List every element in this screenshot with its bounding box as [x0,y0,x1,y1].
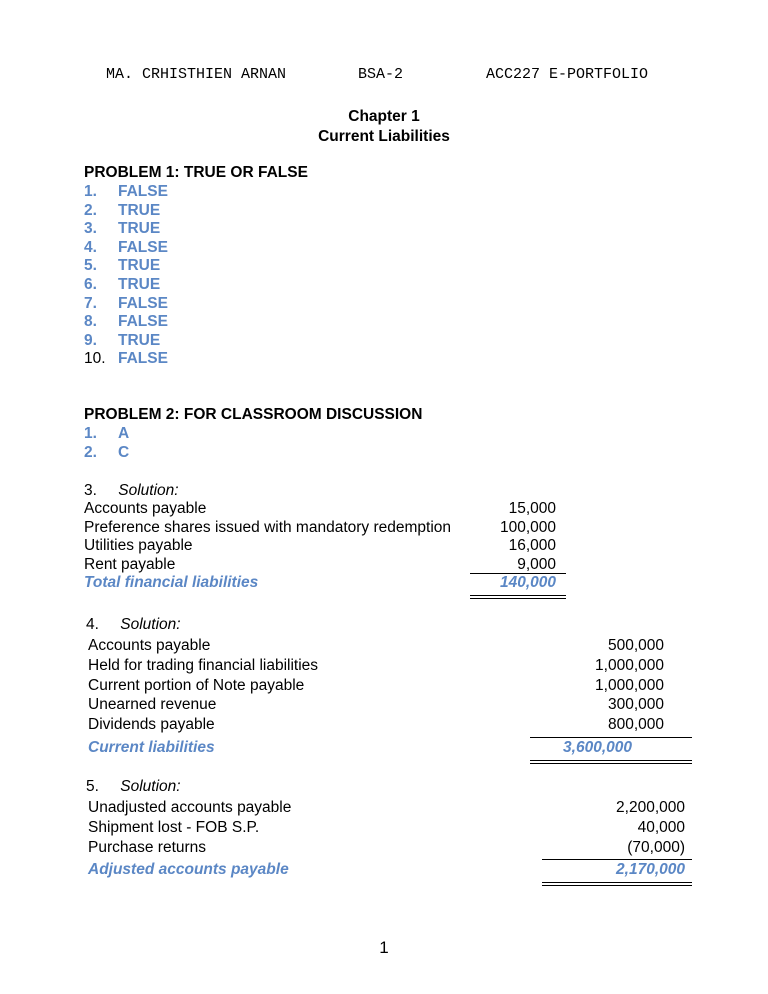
problem1-item [84,183,168,202]
solution4-heading [86,616,181,634]
solution5-total-label: Adjusted accounts payable [88,861,289,878]
solution4-row [88,676,664,696]
solution4-row [88,695,664,715]
problem2-item-number: 2. [84,443,97,461]
solution4-total-label: Current liabilities [88,738,215,756]
solution4-row-amount: 500,000 [607,637,664,654]
solution5-row-label: Unadjusted accounts payable [88,799,292,816]
solution4-total-double-rule [530,760,692,764]
problem2-item-answer: C [118,443,130,461]
solution4-row-label: Current portion of Note payable [88,676,305,694]
problem1-item [84,295,168,314]
problem2-item [84,444,129,463]
solution3-row-label: Preference shares issued with mandatory redemption [84,518,452,536]
solution3-table [84,500,556,593]
solution3-row-label: Utilities payable [84,537,193,555]
problem1-item-answer: FALSE [118,183,168,200]
solution3-heading [84,482,179,500]
solution5-row-label: Shipment lost - FOB S.P. [88,819,260,836]
solution5-row [88,838,685,858]
solution4-row-label: Held for trading financial liabilities [88,656,319,674]
problem1-item-answer: FALSE [118,313,168,331]
problem1-item-answer: FALSE [118,350,168,368]
page-number: 1 [379,938,389,957]
solution3-total-row [84,574,556,593]
chapter-title: Chapter 1 [348,108,420,125]
solution4-row-label: Accounts payable [88,637,211,654]
solution4-total-row [88,738,664,758]
solution3-row [84,537,556,556]
problem1-item-number: 2. [84,201,97,219]
problem1-item [84,276,168,295]
problem2-heading: PROBLEM 2: FOR CLASSROOM DISCUSSION [84,406,423,423]
student-section: BSA-2 [358,66,404,83]
problem1-item-answer: TRUE [118,275,161,293]
problem1-item-answer: TRUE [118,257,161,275]
solution3-total-label: Total financial liabilities [84,574,259,592]
problem1-item-answer: TRUE [118,331,161,349]
solution5-row-amount: 2,200,000 [616,799,685,816]
solution5-table [88,798,685,880]
solution5-row-label: Purchase returns [88,839,207,856]
problem1-item-number: 1. [84,183,97,200]
problem1-item-answer: FALSE [118,238,168,256]
solution3-row [84,500,556,519]
solution5-total-row [88,860,685,880]
problem1-item-number: 5. [84,257,97,275]
problem1-item [84,350,168,369]
solution4-row [88,715,664,735]
problem1-item-number: 3. [84,220,97,238]
solution4-row-label: Unearned revenue [88,696,217,714]
problem2-item-answer: A [118,425,130,442]
solution3-row-amount: 16,000 [508,537,556,555]
problem1-item [84,239,168,258]
problem1-item [84,257,168,276]
solution5-total-double-rule [542,882,692,886]
solution4-row [88,636,664,656]
solution5-row-amount: 40,000 [637,819,685,836]
course-title: ACC227 E-PORTFOLIO [486,66,649,83]
solution4-table [88,636,664,758]
student-name: MA. CRHISTHIEN ARNAN [106,66,287,83]
solution4-row [88,656,664,676]
solution3-row-label: Rent payable [84,555,176,573]
solution3-row-amount: 100,000 [499,518,556,536]
chapter-subtitle: Current Liabilities [318,128,450,145]
solution4-number: 4. [86,616,99,633]
problem1-item-number: 6. [84,275,97,293]
problem1-item-number: 9. [84,331,97,349]
solution4-row-amount: 1,000,000 [595,656,664,674]
problem1-item [84,313,168,332]
solution3-total-double-rule [470,595,566,599]
solution3-label: Solution: [118,482,179,499]
solution4-row-label: Dividends payable [88,716,215,734]
problem1-item [84,332,168,351]
solution3-row [84,556,556,575]
solution3-row-amount: 9,000 [517,555,556,573]
problem1-item-answer: TRUE [118,201,161,219]
solution4-label: Solution: [120,616,181,633]
solution4-row-amount: 300,000 [607,696,664,714]
solution4-row-amount: 1,000,000 [595,676,664,694]
solution3-row-label: Accounts payable [84,500,207,517]
solution3-row [84,519,556,538]
problem1-heading: PROBLEM 1: TRUE OR FALSE [84,164,308,181]
solution5-heading [86,778,181,796]
problem1-item-answer: TRUE [118,220,161,238]
problem1-item-number: 7. [84,294,97,312]
solution4-row-amount: 800,000 [607,716,664,734]
solution5-row [88,818,685,838]
solution5-row-amount: (70,000) [627,839,685,856]
solution3-number: 3. [84,482,97,499]
problem2-answer-list [84,425,129,462]
solution5-number: 5. [86,778,99,795]
problem1-item-number: 8. [84,313,97,331]
problem2-item-number: 1. [84,425,97,442]
solution5-total-amount: 2,170,000 [616,861,685,878]
problem1-item-answer: FALSE [118,294,168,312]
problem1-answer-list [84,183,168,369]
problem1-item [84,202,168,221]
solution3-row-amount: 15,000 [508,500,556,517]
problem1-item-number: 10. [84,350,106,368]
solution5-label: Solution: [120,778,181,795]
solution4-total-amount: 3,600,000 [563,738,632,756]
problem1-item-number: 4. [84,238,97,256]
problem1-item [84,220,168,239]
problem2-item [84,425,129,444]
solution3-total-amount: 140,000 [499,574,556,592]
solution5-row [88,798,685,818]
